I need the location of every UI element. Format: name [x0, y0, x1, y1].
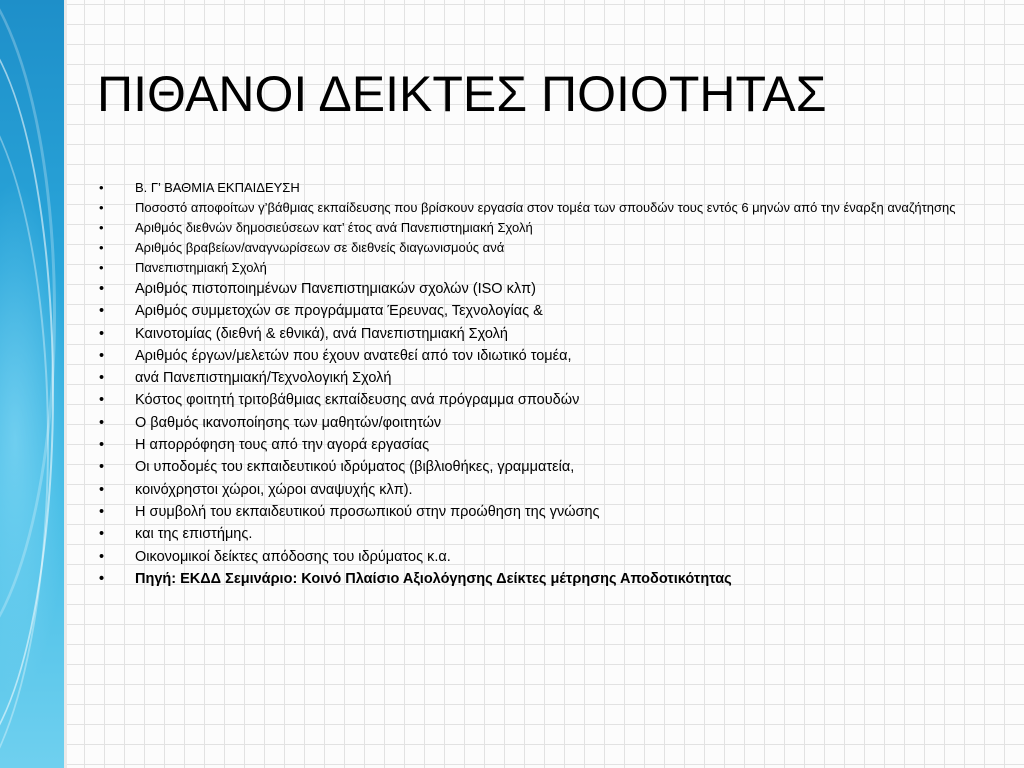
- bullet-text: Καινοτομίας (διεθνή & εθνικά), ανά Πανεπιστημιακή Σχολή: [135, 325, 508, 342]
- bullet-item: [97, 503, 977, 521]
- bullet-text: Η απορρόφηση τους από την αγορά εργασίας: [135, 437, 430, 454]
- bullet-text: κοινόχρηστοι χώροι, χώροι αναψυχής κλπ).: [135, 481, 413, 498]
- bullet-dot-icon: •: [99, 414, 105, 431]
- decorative-side-band: [0, 0, 64, 768]
- bullet-dot-icon: •: [99, 260, 104, 275]
- bullet-text: Αριθμός συμμετοχών σε προγράμματα Έρευνας, Τεχνολογίας &: [135, 303, 543, 320]
- bullet-dot-icon: •: [99, 240, 104, 255]
- bullet-dot-icon: •: [99, 481, 105, 498]
- bullet-text: Η συμβολή του εκπαιδευτικού προσωπικού στην προώθηση της γνώσης: [135, 503, 600, 520]
- bullet-dot-icon: •: [99, 526, 105, 543]
- bullet-item: [97, 325, 977, 343]
- bullet-list: [97, 180, 977, 592]
- bullet-item: [97, 240, 977, 256]
- bullet-text: Πηγή: ΕΚΔΔ Σεμινάριο: Κοινό Πλαίσιο Αξιολόγησης Δείκτες μέτρησης Αποδοτικότητας: [135, 570, 732, 587]
- bullet-item: [97, 347, 977, 365]
- bullet-text: Πανεπιστημιακή Σχολή: [135, 260, 267, 275]
- bullet-text: Ο βαθμός ικανοποίησης των μαθητών/φοιτητών: [135, 414, 442, 431]
- bullet-item: [97, 302, 977, 320]
- bullet-dot-icon: •: [99, 459, 105, 476]
- bullet-item: [97, 436, 977, 454]
- bullet-dot-icon: •: [99, 325, 105, 342]
- bullet-dot-icon: •: [99, 370, 105, 387]
- bullet-item: [97, 280, 977, 298]
- bullet-dot-icon: •: [99, 180, 104, 195]
- bullet-dot-icon: •: [99, 570, 105, 587]
- bullet-item: [97, 548, 977, 566]
- band-edge-divider: [64, 0, 67, 768]
- source-citation: [97, 570, 977, 588]
- bullet-text: Κόστος φοιτητή τριτοβάθμιας εκπαίδευσης ανά πρόγραμμα σπουδών: [135, 392, 580, 409]
- bullet-text: Αριθμός βραβείων/αναγνωρίσεων σε διεθνείς διαγωνισμούς ανά: [135, 240, 505, 255]
- bullet-text: Αριθμός έργων/μελετών που έχουν ανατεθεί από τον ιδιωτικό τομέα,: [135, 347, 572, 364]
- bullet-item: [97, 391, 977, 409]
- bullet-item: [97, 481, 977, 499]
- bullet-text: Β. Γ’ ΒΑΘΜΙΑ ΕΚΠΑΙΔΕΥΣΗ: [135, 180, 300, 195]
- slide-title: ΠΙΘΑΝΟΙ ΔΕΙΚΤΕΣ ΠΟΙΟΤΗΤΑΣ: [97, 66, 827, 122]
- bullet-item: [97, 525, 977, 543]
- bullet-item: [97, 414, 977, 432]
- bullet-item: [97, 458, 977, 476]
- bullet-item: [97, 260, 977, 276]
- bullet-item: [97, 369, 977, 387]
- bullet-item: [97, 180, 977, 196]
- bullet-dot-icon: •: [99, 281, 105, 297]
- bullet-dot-icon: •: [99, 548, 105, 565]
- bullet-dot-icon: •: [99, 437, 105, 454]
- bullet-text: Οικονομικοί δείκτες απόδοσης του ιδρύματος κ.α.: [135, 548, 451, 565]
- bullet-dot-icon: •: [99, 303, 105, 320]
- bullet-dot-icon: •: [99, 392, 105, 409]
- bullet-text: Αριθμός διεθνών δημοσιεύσεων κατ’ έτος ανά Πανεπιστημιακή Σχολή: [135, 220, 533, 235]
- bullet-dot-icon: •: [99, 503, 105, 520]
- bullet-text: Ποσοστό αποφοίτων γ’βάθμιας εκπαίδευσης που βρίσκουν εργασία στον τομέα των σπουδών τους εντός 6 μηνών από την έναρξη αναζήτησης: [135, 200, 956, 215]
- bullet-text: Αριθμός πιστοποιημένων Πανεπιστημιακών σχολών (ISO κλπ): [135, 281, 536, 297]
- bullet-item: [97, 200, 977, 216]
- bullet-text: και της επιστήμης.: [135, 526, 253, 543]
- bullet-text: Οι υποδομές του εκπαιδευτικού ιδρύματος (βιβλιοθήκες, γραμματεία,: [135, 459, 575, 476]
- bullet-dot-icon: •: [99, 220, 104, 235]
- bullet-item: [97, 220, 977, 236]
- bullet-dot-icon: •: [99, 347, 105, 364]
- bullet-text: ανά Πανεπιστημιακή/Τεχνολογική Σχολή: [135, 370, 392, 387]
- bullet-dot-icon: •: [99, 200, 104, 215]
